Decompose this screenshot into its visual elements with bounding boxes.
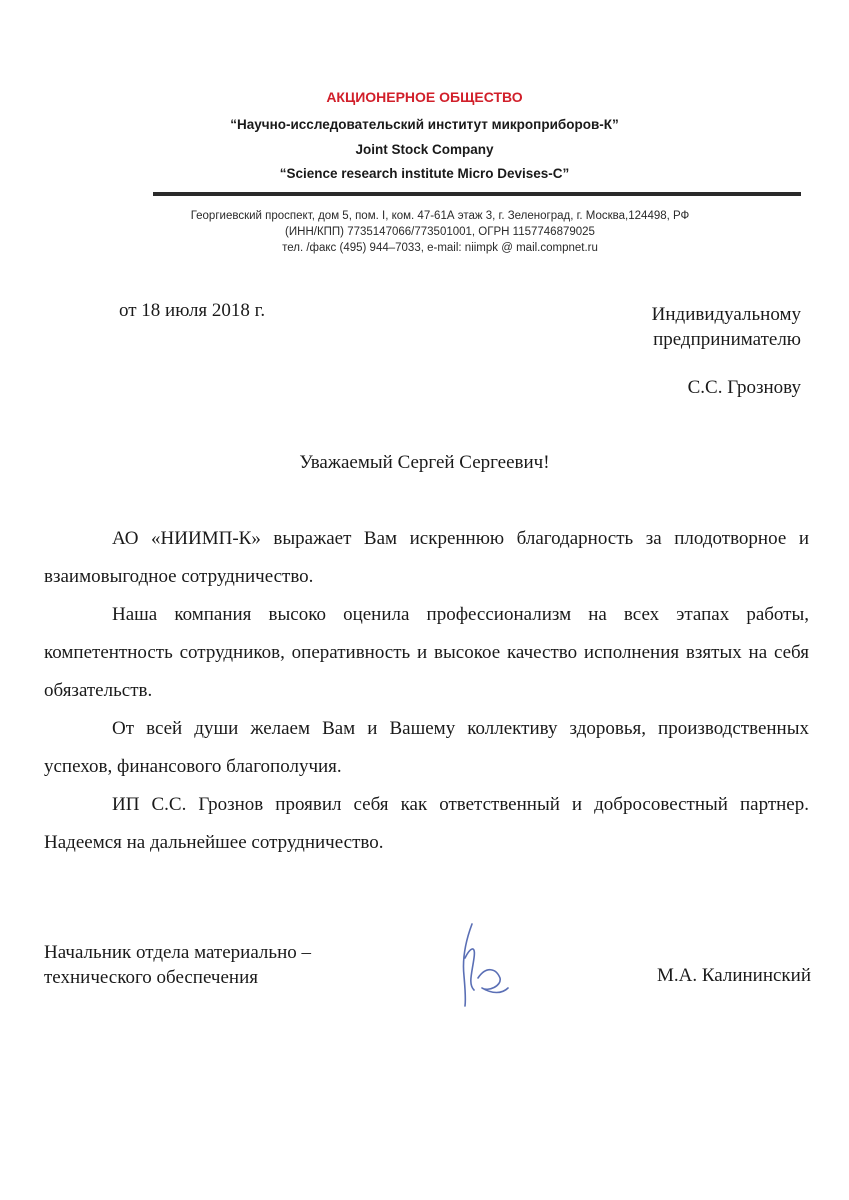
- letterhead-org-name-en: “Science research institute Micro Devises-C”: [279, 166, 570, 181]
- body-paragraph-2: Наша компания высоко оценила профессионализм на всех этапах работы, компетентность сотрудников, оперативность и высокое качество исполнения взятых на себя обязательств.: [44, 604, 809, 701]
- body-paragraph-3: От всей души желаем Вам и Вашему коллективу здоровья, производственных успехов, финансового благополучия.: [44, 718, 809, 777]
- letterhead-registration: (ИНН/КПП) 7735147066/773501001, ОГРН 1157746879025: [285, 226, 595, 238]
- signer-name: М.А. Калининский: [656, 965, 811, 986]
- body-paragraph-4: ИП С.С. Грознов проявил себя как ответственный и добросовестный партнер. Надеемся на дальнейшее сотрудничество.: [44, 794, 809, 853]
- recipient-line-2: предпринимателю: [653, 329, 801, 350]
- letterhead-divider: [153, 192, 801, 196]
- body-paragraph-1: АО «НИИМП-К» выражает Вам искреннюю благодарность за плодотворное и взаимовыгодное сотрудничество.: [44, 528, 809, 587]
- signer-position-line-2: технического обеспечения: [44, 967, 259, 988]
- handwritten-signature: [452, 918, 512, 1010]
- letterhead-org-type-en: Joint Stock Company: [355, 142, 494, 157]
- signer-position-line-1: Начальник отдела материально –: [44, 942, 311, 963]
- letterhead-org-name-ru: “Научно-исследовательский институт микроприборов-К”: [230, 117, 619, 132]
- letterhead-contacts: тел. /факс (495) 944–7033, e-mail: niimpk @ mail.compnet.ru: [282, 242, 598, 254]
- salutation: Уважаемый Сергей Сергеевич!: [299, 452, 550, 473]
- recipient-name: С.С. Грознову: [687, 377, 801, 398]
- letter-date: от 18 июля 2018 г.: [119, 300, 266, 321]
- letterhead-address: Георгиевский проспект, дом 5, пом. I, ком. 47-61А этаж 3, г. Зеленоград, г. Москва,124498, РФ: [190, 210, 690, 222]
- recipient-line-1: Индивидуальному: [651, 304, 801, 325]
- letterhead-org-type: АКЦИОНЕРНОЕ ОБЩЕСТВО: [326, 89, 523, 105]
